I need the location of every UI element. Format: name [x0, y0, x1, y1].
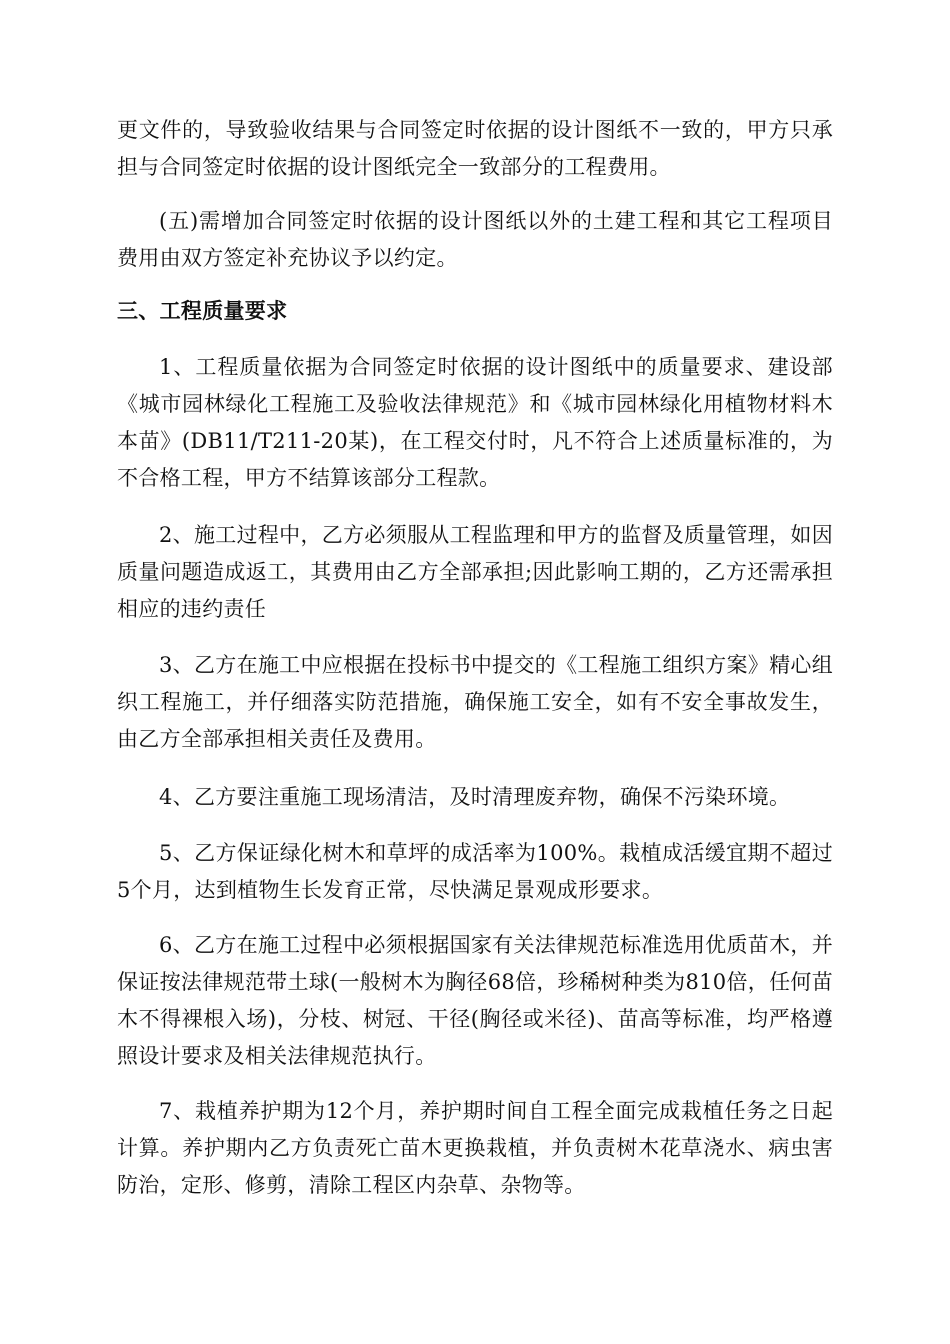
- quality-item-7: 7、栽植养护期为12个月，养护期时间自工程全面完成栽植任务之日起计算。养护期内乙方负责死亡苗木更换栽植，并负责树木花草浇水、病虫害防治，定形、修剪，清除工程区内杂草、杂物等。: [117, 1099, 833, 1197]
- section-3-heading: 三、工程质量要求: [117, 299, 288, 323]
- clause-5-paragraph: (五)需增加合同签定时依据的设计图纸以外的土建工程和其它工程项目费用由双方签定补充协议予以约定。: [117, 209, 833, 270]
- quality-item-5: 5、乙方保证绿化树木和草坪的成活率为100%。栽植成活缓宜期不超过5个月，达到植物生长发育正常，尽快满足景观成形要求。: [117, 841, 833, 902]
- quality-item-3: 3、乙方在施工中应根据在投标书中提交的《工程施工组织方案》精心组织工程施工，并仔细落实防范措施，确保施工安全，如有不安全事故发生，由乙方全部承担相关责任及费用。: [117, 653, 833, 751]
- quality-item-2: 2、施工过程中，乙方必须服从工程监理和甲方的监督及质量管理，如因质量问题造成返工，其费用由乙方全部承担;因此影响工期的，乙方还需承担相应的违约责任: [117, 523, 833, 621]
- continuation-paragraph: 更文件的，导致验收结果与合同签定时依据的设计图纸不一致的，甲方只承担与合同签定时依据的设计图纸完全一致部分的工程费用。: [117, 118, 833, 179]
- quality-item-6: 6、乙方在施工过程中必须根据国家有关法律规范标准选用优质苗木，并保证按法律规范带土球(一般树木为胸径68倍，珍稀树种类为810倍，任何苗木不得裸根入场)，分枝、树冠、干径(胸径或米径)、苗高等标准，均严格遵照设计要求及相关法律规范执行。: [117, 933, 833, 1068]
- quality-item-4: 4、乙方要注重施工现场清洁，及时清理废弃物，确保不污染环境。: [159, 785, 791, 809]
- quality-item-1: 1、工程质量依据为合同签定时依据的设计图纸中的质量要求、建设部《城市园林绿化工程施工及验收法律规范》和《城市园林绿化用植物材料木本苗》(DB11/T211-20某)，在工程交付时，凡不符合上述质量标准的，为不合格工程，甲方不结算该部分工程款。: [117, 355, 833, 490]
